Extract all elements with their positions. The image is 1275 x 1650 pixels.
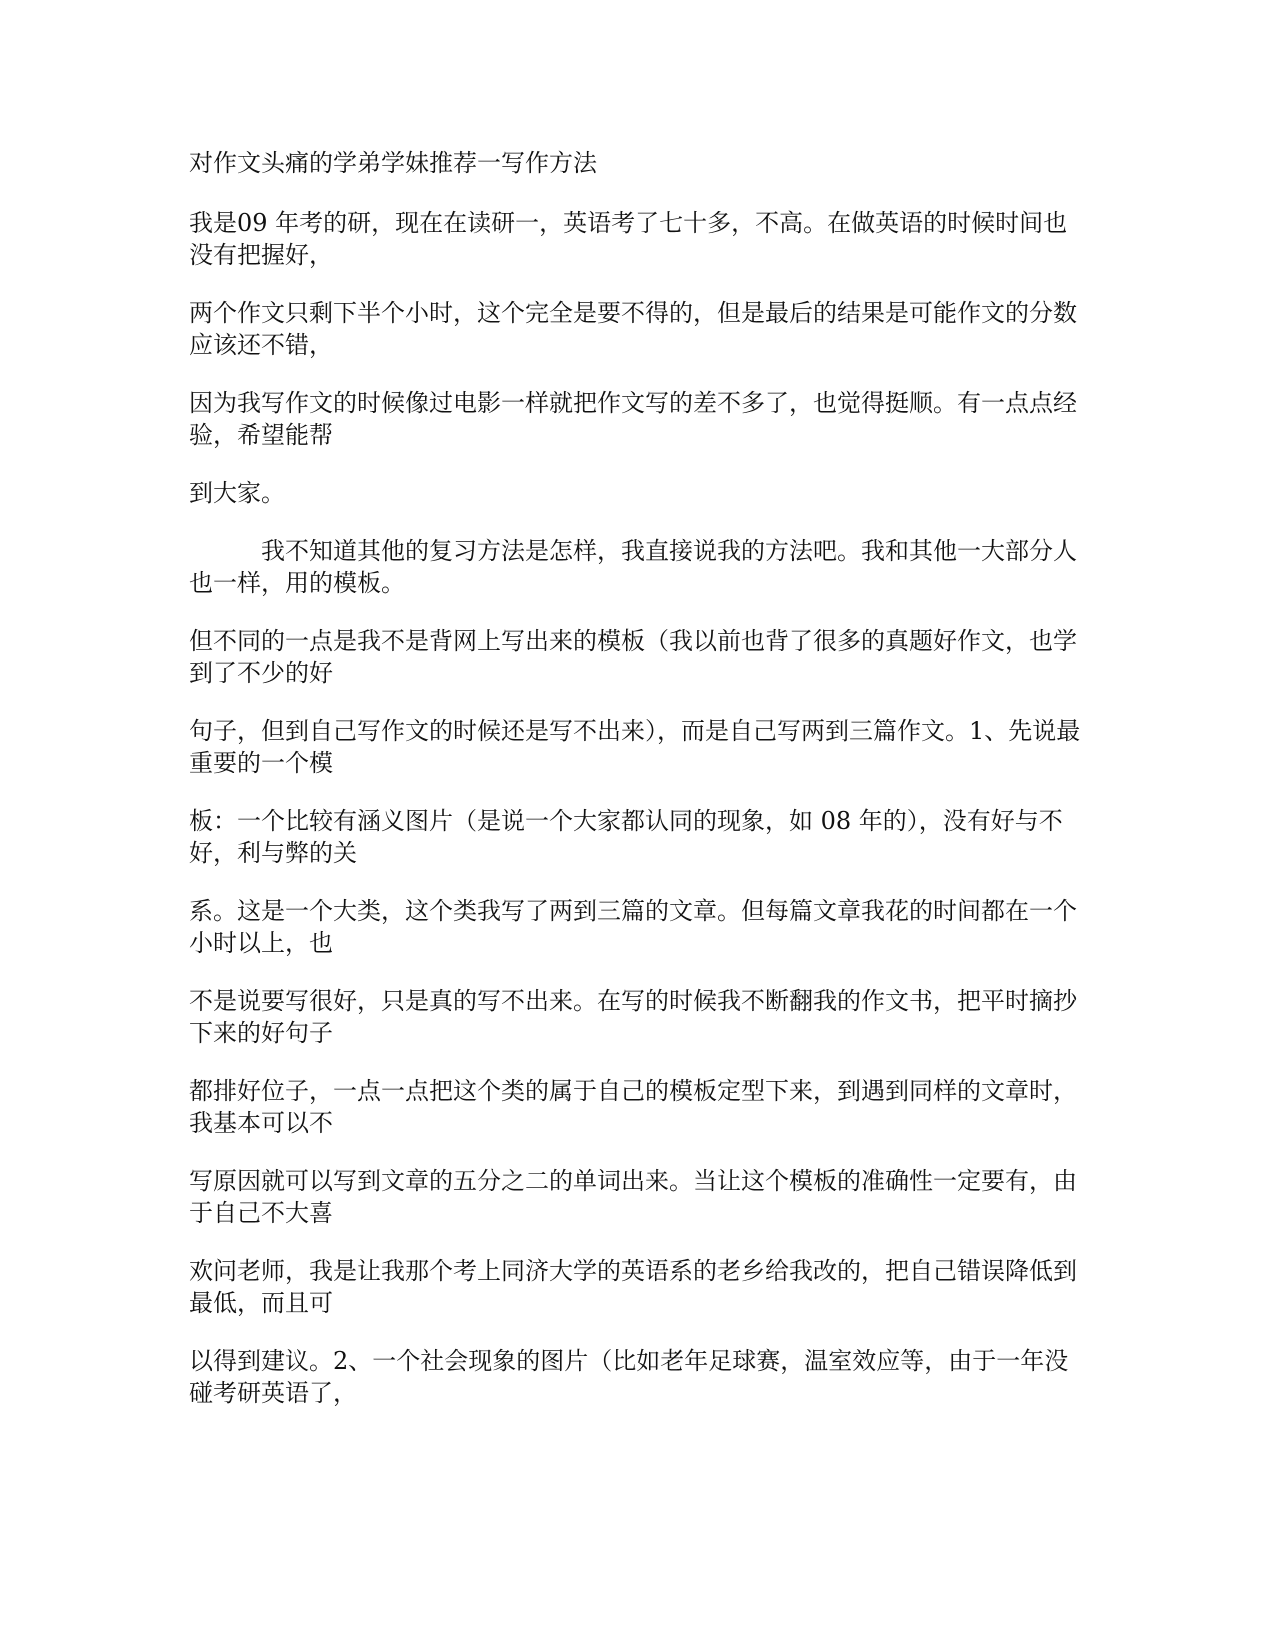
paragraph: 写原因就可以写到文章的五分之二的单词出来。当让这个模板的准确性一定要有，由于自己不大喜 <box>189 1167 1077 1227</box>
document-body <box>189 147 1089 1435</box>
paragraph: 因为我写作文的时候像过电影一样就把作文写的差不多了，也觉得挺顺。有一点点经验，希望能帮 <box>189 389 1077 449</box>
paragraph: 我是09 年考的研，现在在读研一，英语考了七十多，不高。在做英语的时候时间也没有把握好， <box>189 209 1068 269</box>
paragraph: 句子，但到自己写作文的时候还是写不出来），而是自己写两到三篇作文。1、先说最重要的一个模 <box>189 717 1081 777</box>
paragraph: 系。这是一个大类，这个类我写了两到三篇的文章。但每篇文章我花的时间都在一个小时以上，也 <box>189 897 1077 957</box>
paragraph: 都排好位子，一点一点把这个类的属于自己的模板定型下来，到遇到同样的文章时，我基本可以不 <box>189 1077 1077 1137</box>
paragraph: 板：一个比较有涵义图片（是说一个大家都认同的现象，如 08 年的），没有好与不好，利与弊的关 <box>189 807 1063 867</box>
paragraph: 欢问老师，我是让我那个考上同济大学的英语系的老乡给我改的，把自己错误降低到最低，而且可 <box>189 1257 1077 1317</box>
paragraph: 两个作文只剩下半个小时，这个完全是要不得的，但是最后的结果是可能作文的分数应该还不错， <box>189 299 1077 359</box>
paragraph: 但不同的一点是我不是背网上写出来的模板（我以前也背了很多的真题好作文，也学到了不少的好 <box>189 627 1077 687</box>
paragraph: 到大家。 <box>189 479 285 507</box>
document-title: 对作文头痛的学弟学妹推荐一写作方法 <box>189 149 597 177</box>
paragraph: 不是说要写很好，只是真的写不出来。在写的时候我不断翻我的作文书，把平时摘抄下来的好句子 <box>189 987 1077 1047</box>
paragraph: 以得到建议。2、一个社会现象的图片（比如老年足球赛，温室效应等，由于一年没碰考研英语了， <box>189 1347 1069 1407</box>
paragraph: 我不知道其他的复习方法是怎样，我直接说我的方法吧。我和其他一大部分人也一样，用的模板。 <box>189 537 1077 597</box>
